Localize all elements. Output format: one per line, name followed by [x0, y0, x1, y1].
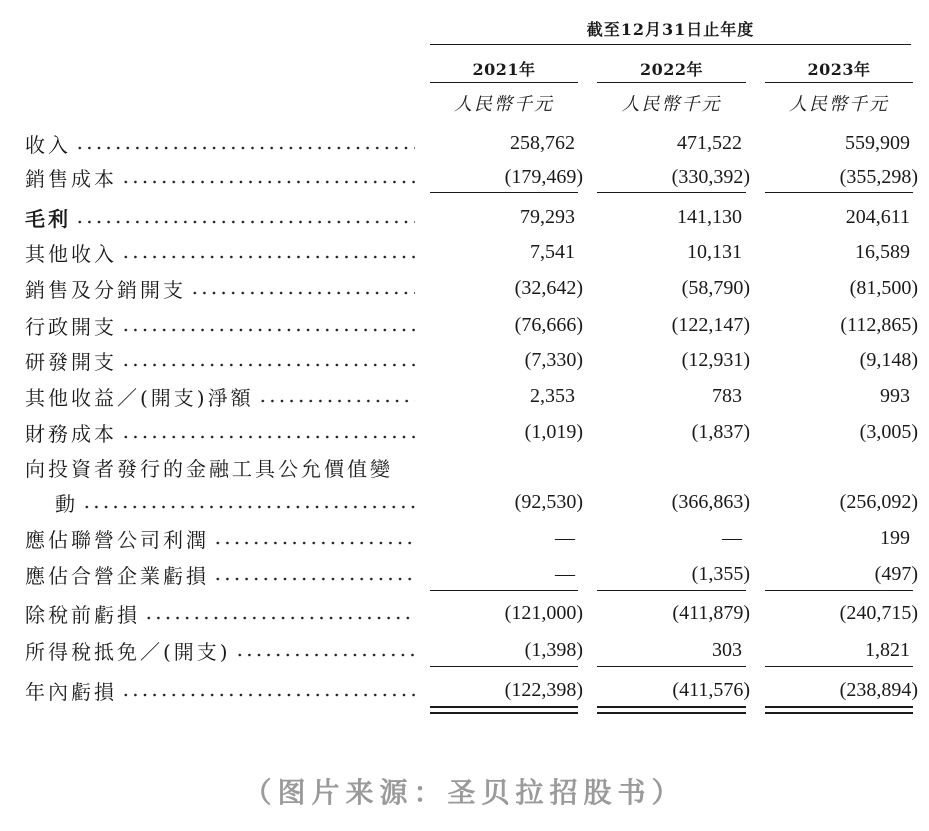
dot-leader: [213, 541, 415, 545]
table-row-other-gains-net: [0, 381, 929, 411]
row-label-text: 除稅前虧損: [25, 602, 140, 627]
value-2023: (81,500): [849, 277, 918, 299]
unit-label: 人民幣千元: [789, 94, 889, 115]
value-2023: (240,715): [839, 602, 918, 624]
value-2021: (76,666): [514, 314, 583, 336]
value-2023: 16,589: [855, 241, 910, 263]
dot-leader: [121, 255, 415, 259]
row-label: [25, 273, 415, 303]
value-2022: (58,790): [681, 277, 750, 299]
row-label-text: 研發開支: [25, 349, 117, 374]
subtotal-rule: [430, 666, 578, 667]
value-2022: 471,522: [677, 132, 742, 154]
dot-leader: [121, 363, 415, 367]
table-row-cost-of-sales: [0, 162, 929, 192]
value-2023: 1,821: [865, 639, 910, 661]
value-2021: (179,469): [504, 166, 583, 188]
subtotal-rule: [765, 590, 913, 591]
year-header-2021: 2021年: [472, 60, 536, 79]
value-2022: (1,355): [691, 563, 750, 585]
value-2023: (256,092): [839, 491, 918, 513]
row-label: [25, 345, 415, 375]
row-label-text: 年內虧損: [25, 679, 117, 704]
row-label-text: 銷售及分銷開支: [25, 277, 186, 302]
subtotal-rule: [430, 590, 578, 591]
dot-leader: [190, 291, 415, 295]
row-label: [25, 523, 415, 553]
row-label-text: 行政開支: [25, 314, 117, 339]
value-2022: —: [722, 527, 742, 549]
row-label-text: 向投資者發行的金融工具公允價值變: [25, 456, 393, 481]
total-double-rule: [765, 712, 913, 714]
value-2023: (9,148): [859, 349, 918, 371]
total-double-rule: [430, 712, 578, 714]
value-2022: (122,147): [671, 314, 750, 336]
value-2021: 7,541: [530, 241, 575, 263]
value-2021: (121,000): [504, 602, 583, 624]
value-2021: (32,642): [514, 277, 583, 299]
row-label: [25, 417, 415, 447]
value-2021: (122,398): [504, 679, 583, 701]
value-2021: —: [555, 527, 575, 549]
total-double-rule: [597, 712, 746, 714]
table-row-fair-value-change-line1: [0, 452, 929, 482]
value-2021: 258,762: [510, 132, 575, 154]
year-header-2023: 2023年: [807, 60, 871, 79]
row-label-text: 毛利: [25, 206, 71, 231]
value-2022: 783: [712, 385, 742, 407]
dot-leader: [144, 616, 415, 620]
value-2023: 199: [880, 527, 910, 549]
row-label-text: 收入: [25, 132, 71, 157]
row-label-text: 其他收入: [25, 241, 117, 266]
dot-leader: [121, 328, 415, 332]
table-row-gross-profit: [0, 202, 929, 232]
dot-leader: [213, 577, 415, 581]
row-label: [25, 559, 415, 589]
value-2023: (238,894): [839, 679, 918, 701]
table-row-finance-costs: [0, 417, 929, 447]
value-2022: 303: [712, 639, 742, 661]
row-label: [25, 675, 415, 705]
year-rule: [430, 82, 578, 83]
value-2021: (1,019): [524, 421, 583, 443]
unit-label: 人民幣千元: [454, 94, 554, 115]
value-2021: —: [555, 563, 575, 585]
table-row-revenue: [0, 128, 929, 158]
value-2022: 141,130: [677, 206, 742, 228]
dot-leader: [121, 435, 415, 439]
row-label: [25, 487, 415, 517]
dot-leader: [75, 146, 415, 150]
subtotal-rule: [430, 192, 578, 193]
row-label-text: 動: [55, 491, 78, 516]
table-row-admin-expenses: [0, 310, 929, 340]
row-label-text: 財務成本: [25, 421, 117, 446]
period-title: 截至12月31日止年度: [586, 20, 755, 39]
table-row-loss-for-year: [0, 675, 929, 705]
value-2023: (112,865): [840, 314, 918, 336]
subtotal-rule: [597, 192, 746, 193]
table-row-rd-expenses: [0, 345, 929, 375]
row-label: [25, 310, 415, 340]
value-2022: (411,879): [672, 602, 750, 624]
header-rule: [430, 44, 911, 45]
row-label: [25, 162, 415, 192]
row-label-text: 應佔合營企業虧損: [25, 563, 209, 588]
dot-leader: [235, 653, 415, 657]
subtotal-rule: [765, 666, 913, 667]
dot-leader: [121, 180, 415, 184]
table-row-other-income: [0, 237, 929, 267]
table-row-selling-expenses: [0, 273, 929, 303]
table-row-share-of-jv-losses: [0, 559, 929, 589]
total-double-rule: [765, 706, 913, 708]
table-row-share-of-associates: [0, 523, 929, 553]
value-2023: 204,611: [845, 206, 910, 228]
row-label: [25, 635, 415, 665]
row-label: [25, 237, 415, 267]
year-rule: [765, 82, 913, 83]
total-double-rule: [430, 706, 578, 708]
value-2021: (92,530): [514, 491, 583, 513]
row-label: [25, 128, 415, 158]
dot-leader: [121, 693, 415, 697]
value-2022: (330,392): [671, 166, 750, 188]
subtotal-rule: [597, 666, 746, 667]
year-rule: [597, 82, 746, 83]
value-2021: 2,353: [530, 385, 575, 407]
dot-leader: [82, 505, 415, 509]
row-label: [25, 381, 415, 411]
subtotal-rule: [597, 590, 746, 591]
subtotal-rule: [765, 192, 913, 193]
value-2022: 10,131: [687, 241, 742, 263]
value-2022: (411,576): [672, 679, 750, 701]
row-label-text: 所得稅抵免／(開支): [25, 639, 231, 664]
value-2021: (7,330): [524, 349, 583, 371]
image-source-caption: （图片来源：圣贝拉招股书）: [243, 776, 686, 809]
year-header-2022: 2022年: [639, 60, 704, 79]
value-2023: 993: [880, 385, 910, 407]
value-2023: (497): [874, 563, 918, 585]
row-label-text: 其他收益／(開支)淨額: [25, 385, 254, 410]
table-row-income-tax: [0, 635, 929, 665]
table-row-loss-before-tax: [0, 598, 929, 628]
row-label-text: 應佔聯營公司利潤: [25, 527, 209, 552]
value-2023: (355,298): [839, 166, 918, 188]
value-2022: (12,931): [681, 349, 750, 371]
table-row-fair-value-change: [0, 487, 929, 517]
value-2023: 559,909: [845, 132, 910, 154]
unit-label: 人民幣千元: [621, 94, 722, 115]
row-label: [25, 202, 415, 232]
dot-leader: [258, 399, 415, 403]
row-label: [25, 598, 415, 628]
row-label: [25, 452, 415, 482]
row-label-text: 銷售成本: [25, 166, 117, 191]
value-2021: (1,398): [524, 639, 583, 661]
dot-leader: [75, 220, 415, 224]
total-double-rule: [597, 706, 746, 708]
value-2021: 79,293: [520, 206, 575, 228]
value-2022: (366,863): [671, 491, 750, 513]
value-2022: (1,837): [691, 421, 750, 443]
value-2023: (3,005): [859, 421, 918, 443]
